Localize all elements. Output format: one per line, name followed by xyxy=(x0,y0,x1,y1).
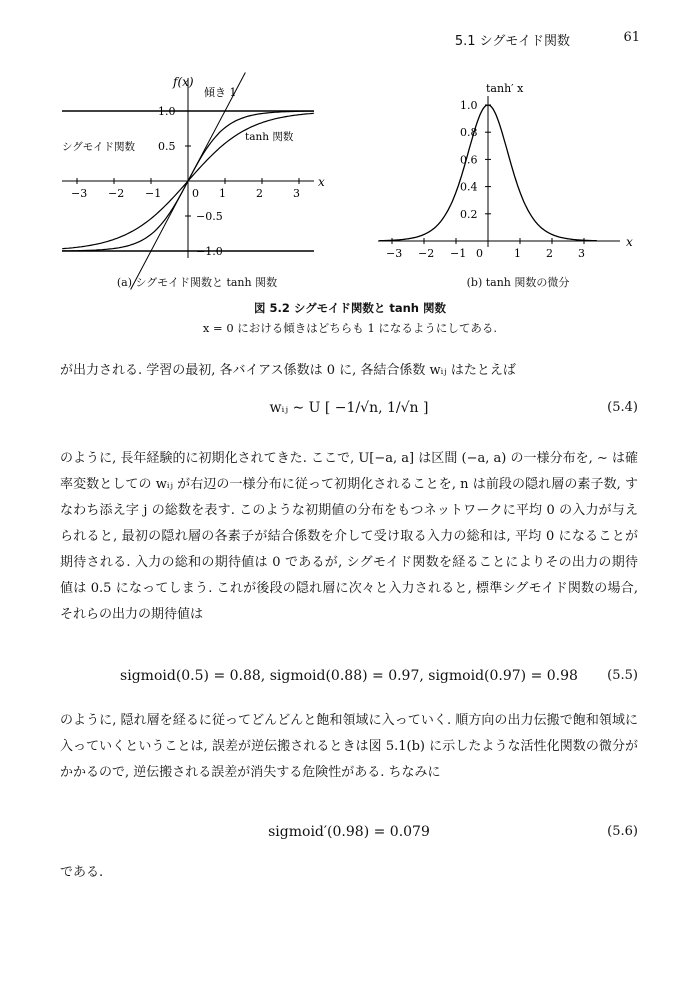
paragraph-2: のように, 長年経験的に初期化されてきた. ここで, U[−a, a] は区間 (−a, a) の一様分布を, ∼ は確率変数としての wᵢⱼ が右辺の一様分布に従って初期化されることを, n は前段の隠れ層の素子数, すなわち添え字 j の総数を表す. このような初期値の分布をもつネットワークに平均 0 の入力が与えられると, 最初の隠れ層の各素子が結合係数を介して受け取る入力の総和は, 平均 0 になることが期待される. 入力の総和の期待値は 0 であるが, シグモイド関数を経ることによりその出力の期待値は 0.5 になってしまう. これが後段の隠れ層に次々と入力されると, 標準シグモイド関数の場合, それらの出力の期待値は xyxy=(60,451,638,622)
figure-note: x = 0 における傾きはどちらも 1 になるようにしてある. xyxy=(202,321,498,335)
equation-5-6-number: (5.6) xyxy=(607,824,638,839)
right-y-tick-label: 0.2 xyxy=(460,207,478,221)
right-y-tick-label: 0.6 xyxy=(460,153,478,167)
left-x-tick-label: −3 xyxy=(71,187,88,200)
right-x-tick-label: −3 xyxy=(386,247,403,260)
left-x-tick-label: −1 xyxy=(145,187,162,200)
left-x-tick-label: −2 xyxy=(108,187,125,200)
slope-label: 傾き 1 xyxy=(204,86,237,99)
right-x-tick-label: 0 xyxy=(476,247,483,260)
equation-5-6-body: sigmoid′(0.98) = 0.079 xyxy=(268,824,430,840)
left-x-tick-label: 1 xyxy=(219,187,226,200)
tanh-label: tanh 関数 xyxy=(245,131,294,143)
right-y-tick-label: 1.0 xyxy=(460,99,478,112)
left-y-tick-label: −0.5 xyxy=(196,210,223,223)
paragraph-1: が出力される. 学習の最初, 各バイアス係数は 0 に, 各結合係数 wᵢⱼ はたとえば xyxy=(60,363,516,378)
equation-5-5 xyxy=(60,668,638,698)
left-y-tick-label: 1.0 xyxy=(158,105,176,118)
equation-5-4 xyxy=(60,400,638,430)
left-plot-area xyxy=(62,73,314,290)
right-y-tick-label: 0.4 xyxy=(460,180,478,194)
equation-5-6 xyxy=(60,824,638,854)
paragraph-4: である. xyxy=(60,865,104,880)
left-subcaption: (a) シグモイド関数と tanh 関数 xyxy=(116,276,278,289)
right-x-tick-label: 3 xyxy=(578,247,585,260)
tanh-derivative-plot xyxy=(358,68,648,293)
left-x-tick-label: 0 xyxy=(192,187,199,200)
sigmoid-tanh-plot xyxy=(40,68,340,293)
left-x-axis-label: x xyxy=(318,175,325,189)
figure-5-2 xyxy=(40,68,660,318)
equation-5-5-number: (5.5) xyxy=(607,668,638,683)
right-x-tick-label: 2 xyxy=(546,247,553,260)
left-y-axis-label: f(x) xyxy=(173,75,194,89)
equation-5-5-body: sigmoid(0.5) = 0.88, sigmoid(0.88) = 0.97, sigmoid(0.97) = 0.98 xyxy=(120,668,578,684)
left-x-tick-label: 2 xyxy=(256,187,263,200)
right-y-tick-label: 0.8 xyxy=(460,126,478,140)
left-y-tick-label: 0.5 xyxy=(158,140,176,153)
right-x-tick-label: −1 xyxy=(450,247,467,260)
page-header xyxy=(340,30,640,54)
right-x-axis-label: x xyxy=(626,235,633,249)
equation-5-4-number: (5.4) xyxy=(607,400,638,415)
right-x-tick-label: 1 xyxy=(514,247,521,260)
sigmoid-label: シグモイド関数 xyxy=(62,141,135,153)
running-title: 5.1 シグモイド関数 xyxy=(454,34,570,49)
right-plot-area xyxy=(378,96,620,260)
page-number: 61 xyxy=(623,30,640,45)
figure-title: 図 5.2 シグモイド関数と tanh 関数 xyxy=(254,301,446,315)
right-y-axis-label: tanh′ x xyxy=(486,82,524,95)
paragraph-3: のように, 隠れ層を経るに従ってどんどんと飽和領域に入っていく. 順方向の出力伝搬で飽和領域に入っていくということは, 誤差が逆伝搬されるときは図 5.1(b) に示したような活性化関数の微分がかかるので, 逆伝搬される誤差が消失する危険性がある. ちなみに xyxy=(60,713,638,780)
right-subcaption: (b) tanh 関数の微分 xyxy=(466,276,570,289)
equation-5-4-body: wᵢⱼ ∼ U [ −1/√n, 1/√n ] xyxy=(269,400,429,416)
right-x-tick-label: −2 xyxy=(418,247,435,260)
left-x-tick-label: 3 xyxy=(293,187,300,200)
left-y-tick-label: −1.0 xyxy=(196,245,223,258)
